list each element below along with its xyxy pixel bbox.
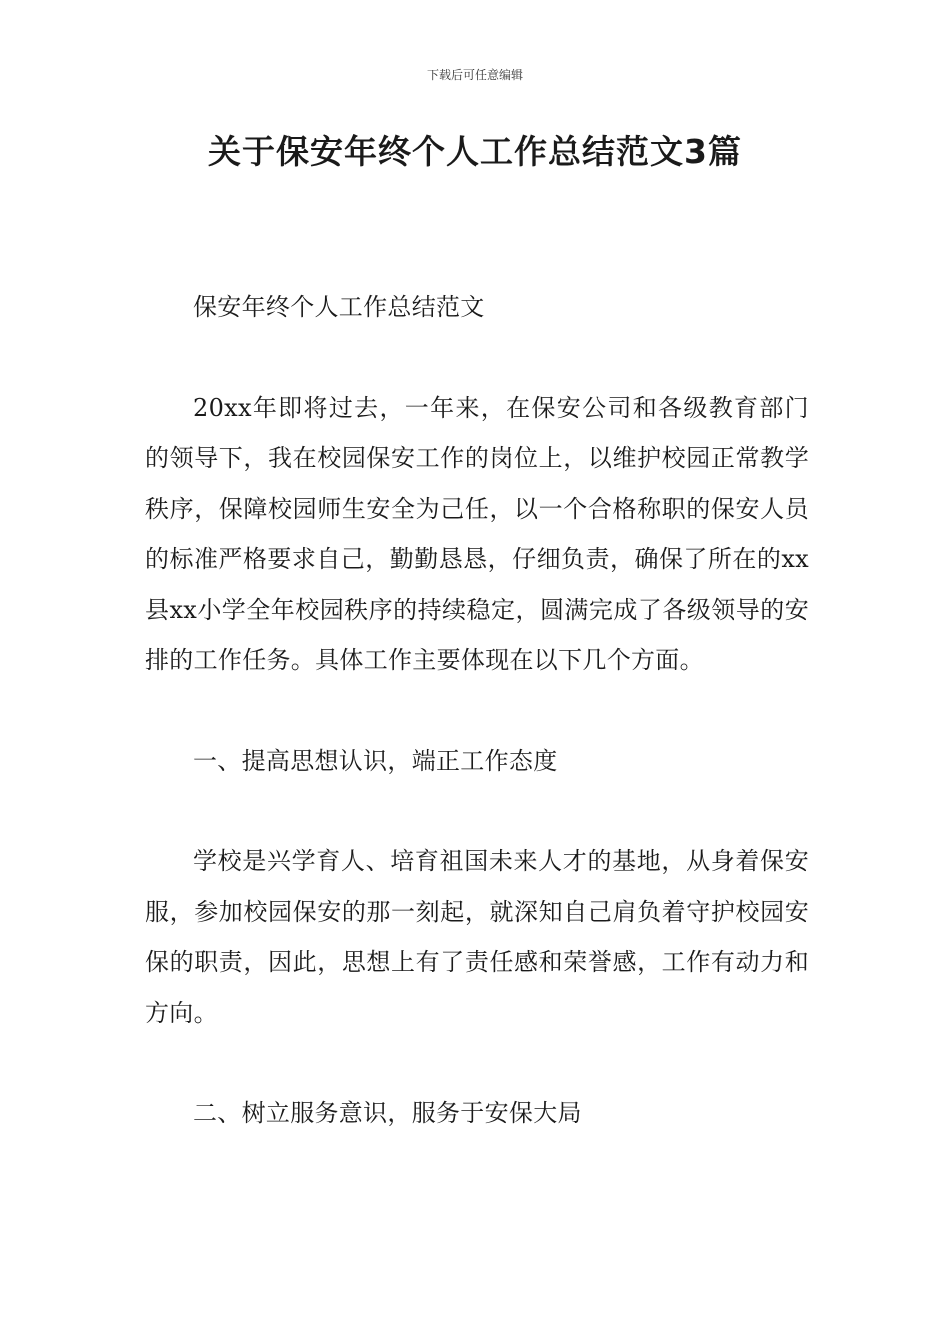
section-heading: 一、提高思想认识，端正工作态度: [193, 746, 558, 775]
paragraph-spacer: [145, 333, 809, 383]
document-body: [145, 282, 809, 1139]
document-title: 关于保安年终个人工作总结范文3篇: [208, 132, 742, 171]
paragraph-spacer: [145, 786, 809, 836]
section-heading: 二、树立服务意识，服务于安保大局: [193, 1099, 582, 1127]
body-paragraph: 学校是兴学育人、培育祖国未来人才的基地，从身着保安服，参加校园保安的那一刻起，就深知自己肩负着守护校园安保的职责，因此，思想上有了责任感和荣誉感，工作有动力和方向。: [145, 847, 809, 1027]
header-note: 下载后可任意编辑: [426, 68, 523, 82]
body-paragraph: 20xx年即将过去，一年来，在保安公司和各级教育部门的领导下，我在校园保安工作的岗位上，以维护校园正常教学秩序，保障校园师生安全为己任，以一个合格称职的保安人员的标准严格要求自己，勤勤恳恳，仔细负责，确保了所在的xx县xx小学全年校园秩序的持续稳定，圆满完成了各级领导的安排的工作任务。具体工作主要体现在以下几个方面。: [145, 393, 809, 674]
paragraph-spacer: [145, 1038, 809, 1088]
section-subtitle: 保安年终个人工作总结范文: [193, 293, 485, 321]
paragraph-spacer: [145, 686, 809, 736]
